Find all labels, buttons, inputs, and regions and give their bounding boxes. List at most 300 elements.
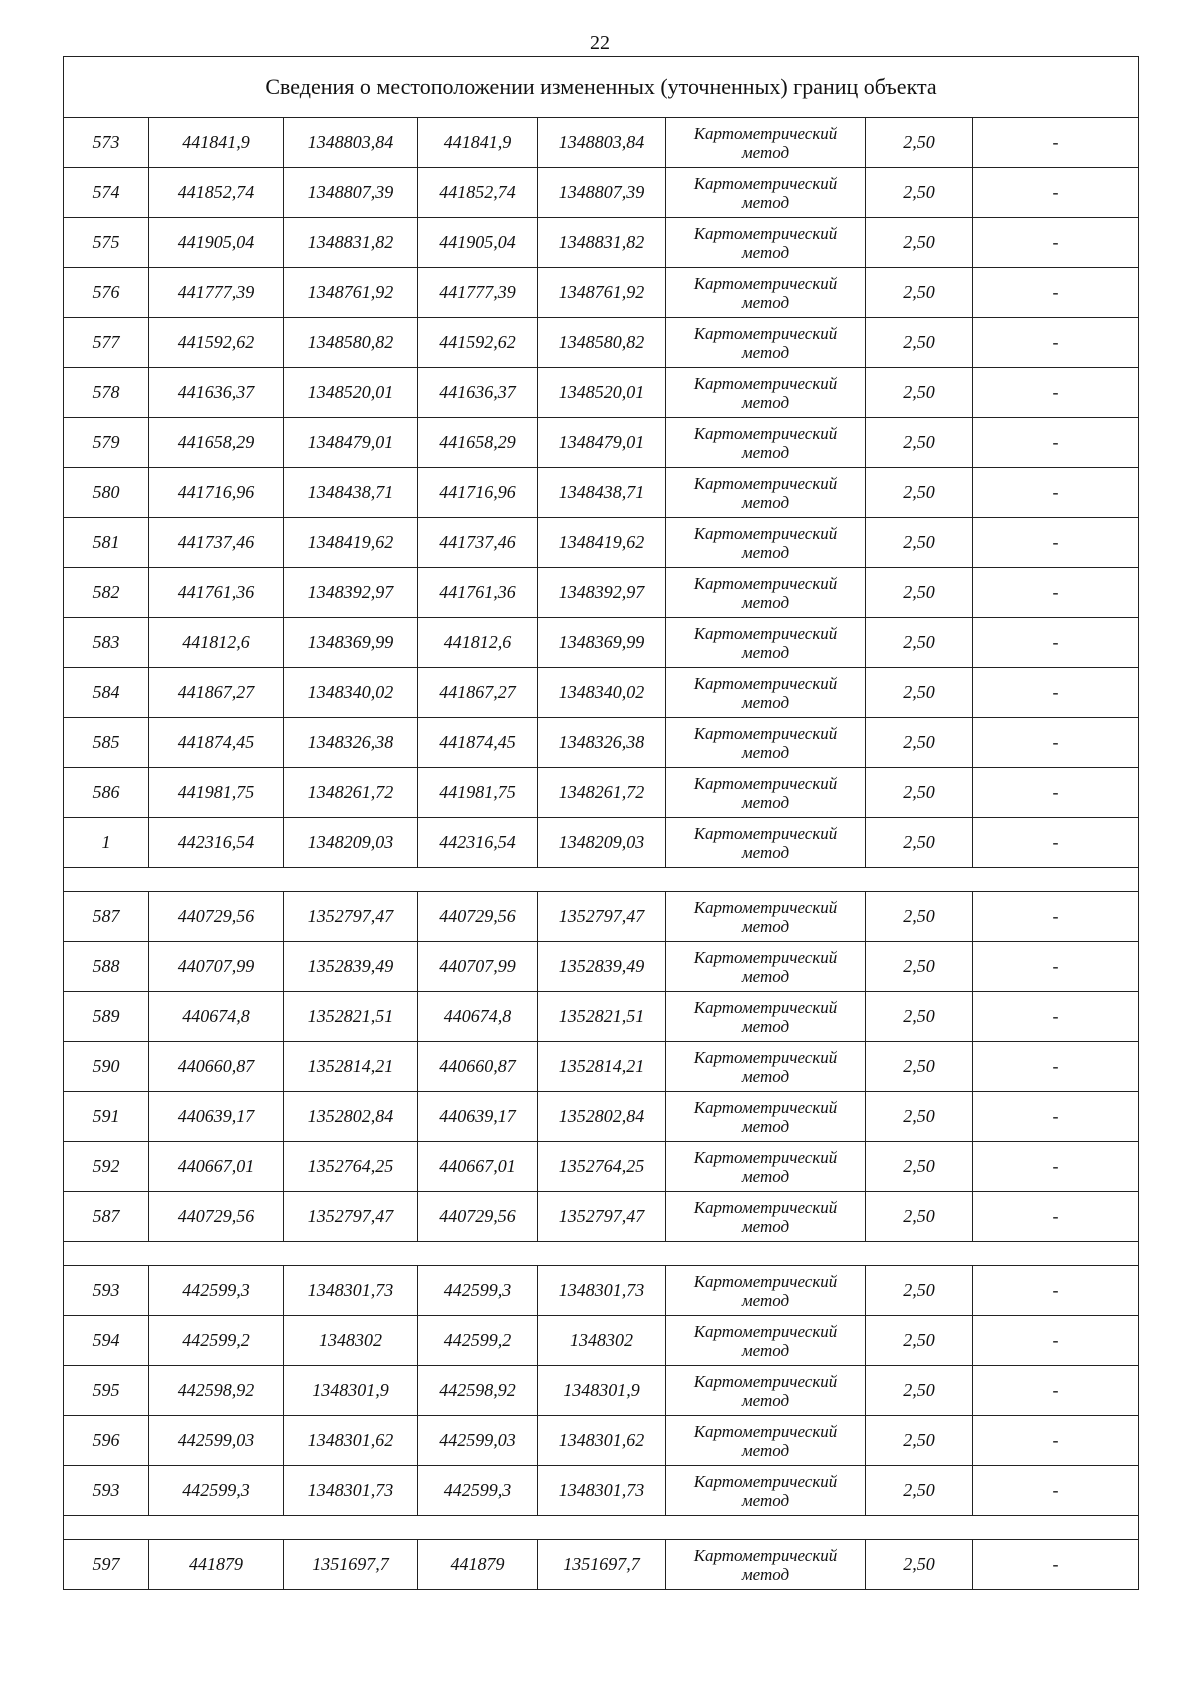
accuracy-cell: 2,50	[866, 1042, 973, 1092]
accuracy-cell: 2,50	[866, 1316, 973, 1366]
point-number-cell: 588	[64, 942, 149, 992]
point-number-cell: 587	[64, 892, 149, 942]
method-line-1: Картометрический	[693, 673, 838, 693]
table-row	[64, 168, 1139, 218]
x-new-cell: 441981,75	[418, 768, 538, 818]
method-line-2: метод	[741, 1490, 790, 1510]
method-line-2: метод	[741, 966, 790, 986]
accuracy-cell: 2,50	[866, 418, 973, 468]
x-existing-cell: 442598,92	[149, 1366, 284, 1416]
x-new-cell: 440639,17	[418, 1092, 538, 1142]
y-new-cell: 1348438,71	[538, 468, 666, 518]
method-cell	[666, 768, 866, 818]
contour-separator-row	[64, 1242, 1139, 1266]
method-cell	[666, 368, 866, 418]
accuracy-cell: 2,50	[866, 1366, 973, 1416]
y-existing-cell: 1351697,7	[284, 1540, 418, 1590]
description-cell: -	[973, 1092, 1139, 1142]
y-existing-cell: 1352814,21	[284, 1042, 418, 1092]
y-new-cell: 1348301,73	[538, 1466, 666, 1516]
y-existing-cell: 1348326,38	[284, 718, 418, 768]
method-line-2: метод	[741, 1440, 790, 1460]
accuracy-cell: 2,50	[866, 668, 973, 718]
x-existing-cell: 441737,46	[149, 518, 284, 568]
y-existing-cell: 1348807,39	[284, 168, 418, 218]
x-existing-cell: 442599,3	[149, 1266, 284, 1316]
method-line-1: Картометрический	[693, 223, 838, 243]
method-line-2: метод	[741, 1116, 790, 1136]
table-body	[64, 57, 1139, 1590]
y-new-cell: 1352797,47	[538, 1192, 666, 1242]
y-new-cell: 1348340,02	[538, 668, 666, 718]
description-cell: -	[973, 618, 1139, 668]
accuracy-cell: 2,50	[866, 818, 973, 868]
x-existing-cell: 441592,62	[149, 318, 284, 368]
accuracy-cell: 2,50	[866, 468, 973, 518]
x-new-cell: 440707,99	[418, 942, 538, 992]
table-row	[64, 818, 1139, 868]
accuracy-cell: 2,50	[866, 1466, 973, 1516]
x-new-cell: 440729,56	[418, 892, 538, 942]
point-number-cell: 592	[64, 1142, 149, 1192]
y-new-cell: 1348301,62	[538, 1416, 666, 1466]
method-line-1: Картометрический	[693, 423, 838, 443]
x-existing-cell: 441874,45	[149, 718, 284, 768]
method-cell	[666, 418, 866, 468]
table-row	[64, 1416, 1139, 1466]
method-cell	[666, 668, 866, 718]
x-existing-cell: 442316,54	[149, 818, 284, 868]
table-row	[64, 718, 1139, 768]
description-cell: -	[973, 1316, 1139, 1366]
method-line-1: Картометрический	[693, 1047, 838, 1067]
method-cell	[666, 1192, 866, 1242]
table-row	[64, 768, 1139, 818]
method-cell	[666, 218, 866, 268]
description-cell: -	[973, 518, 1139, 568]
y-existing-cell: 1352797,47	[284, 1192, 418, 1242]
x-new-cell: 441867,27	[418, 668, 538, 718]
x-existing-cell: 442599,03	[149, 1416, 284, 1466]
description-cell: -	[973, 768, 1139, 818]
method-line-1: Картометрический	[693, 1421, 838, 1441]
accuracy-cell: 2,50	[866, 718, 973, 768]
method-cell	[666, 118, 866, 168]
method-line-1: Картометрический	[693, 947, 838, 967]
description-cell: -	[973, 1042, 1139, 1092]
table-row	[64, 418, 1139, 468]
table-row	[64, 1042, 1139, 1092]
x-existing-cell: 440667,01	[149, 1142, 284, 1192]
accuracy-cell: 2,50	[866, 118, 973, 168]
method-line-1: Картометрический	[693, 1545, 838, 1565]
x-existing-cell: 441716,96	[149, 468, 284, 518]
table-row	[64, 942, 1139, 992]
x-existing-cell: 441867,27	[149, 668, 284, 718]
x-new-cell: 441592,62	[418, 318, 538, 368]
x-existing-cell: 440729,56	[149, 892, 284, 942]
method-line-2: метод	[741, 592, 790, 612]
x-existing-cell: 441658,29	[149, 418, 284, 468]
x-existing-cell: 440707,99	[149, 942, 284, 992]
method-cell	[666, 1366, 866, 1416]
y-existing-cell: 1348419,62	[284, 518, 418, 568]
x-existing-cell: 440674,8	[149, 992, 284, 1042]
point-number-cell: 581	[64, 518, 149, 568]
x-new-cell: 440674,8	[418, 992, 538, 1042]
x-new-cell: 440729,56	[418, 1192, 538, 1242]
y-new-cell: 1348209,03	[538, 818, 666, 868]
y-new-cell: 1348831,82	[538, 218, 666, 268]
method-cell	[666, 568, 866, 618]
point-number-cell: 579	[64, 418, 149, 468]
point-number-cell: 591	[64, 1092, 149, 1142]
method-line-2: метод	[741, 916, 790, 936]
y-existing-cell: 1348340,02	[284, 668, 418, 718]
description-cell: -	[973, 942, 1139, 992]
method-line-2: метод	[741, 192, 790, 212]
point-number-cell: 578	[64, 368, 149, 418]
method-line-2: метод	[741, 742, 790, 762]
method-line-2: метод	[741, 1564, 790, 1584]
y-existing-cell: 1348803,84	[284, 118, 418, 168]
method-cell	[666, 318, 866, 368]
point-number-cell: 587	[64, 1192, 149, 1242]
method-line-1: Картометрический	[693, 173, 838, 193]
point-number-cell: 593	[64, 1266, 149, 1316]
accuracy-cell: 2,50	[866, 518, 973, 568]
method-cell	[666, 1416, 866, 1466]
method-line-1: Картометрический	[693, 773, 838, 793]
x-existing-cell: 441852,74	[149, 168, 284, 218]
x-new-cell: 441636,37	[418, 368, 538, 418]
y-new-cell: 1348302	[538, 1316, 666, 1366]
x-new-cell: 441874,45	[418, 718, 538, 768]
y-existing-cell: 1348261,72	[284, 768, 418, 818]
y-new-cell: 1348261,72	[538, 768, 666, 818]
description-cell: -	[973, 368, 1139, 418]
method-cell	[666, 518, 866, 568]
table-row	[64, 1266, 1139, 1316]
accuracy-cell: 2,50	[866, 268, 973, 318]
table-row	[64, 1540, 1139, 1590]
method-cell	[666, 718, 866, 768]
point-number-cell: 595	[64, 1366, 149, 1416]
table-row	[64, 1366, 1139, 1416]
point-number-cell: 575	[64, 218, 149, 268]
x-new-cell: 441737,46	[418, 518, 538, 568]
table-row	[64, 618, 1139, 668]
accuracy-cell: 2,50	[866, 942, 973, 992]
method-line-2: метод	[741, 642, 790, 662]
method-line-1: Картометрический	[693, 1471, 838, 1491]
table-row	[64, 318, 1139, 368]
method-line-2: метод	[741, 1166, 790, 1186]
description-cell: -	[973, 168, 1139, 218]
method-line-2: метод	[741, 792, 790, 812]
x-new-cell: 441777,39	[418, 268, 538, 318]
description-cell: -	[973, 568, 1139, 618]
accuracy-cell: 2,50	[866, 892, 973, 942]
page-number: 22	[590, 32, 610, 54]
y-existing-cell: 1348301,9	[284, 1366, 418, 1416]
separator-cell	[64, 1516, 1139, 1540]
accuracy-cell: 2,50	[866, 568, 973, 618]
y-existing-cell: 1348392,97	[284, 568, 418, 618]
table-row	[64, 468, 1139, 518]
x-new-cell: 441852,74	[418, 168, 538, 218]
x-new-cell: 441761,36	[418, 568, 538, 618]
method-line-2: метод	[741, 542, 790, 562]
method-cell	[666, 1266, 866, 1316]
table-row	[64, 1192, 1139, 1242]
point-number-cell: 583	[64, 618, 149, 668]
accuracy-cell: 2,50	[866, 1540, 973, 1590]
y-new-cell: 1348419,62	[538, 518, 666, 568]
method-cell	[666, 818, 866, 868]
method-line-2: метод	[741, 1290, 790, 1310]
y-new-cell: 1352802,84	[538, 1092, 666, 1142]
y-existing-cell: 1348301,73	[284, 1266, 418, 1316]
method-line-2: метод	[741, 1390, 790, 1410]
point-number-cell: 584	[64, 668, 149, 718]
point-number-cell: 582	[64, 568, 149, 618]
method-line-1: Картометрический	[693, 623, 838, 643]
method-cell	[666, 468, 866, 518]
method-line-1: Картометрический	[693, 823, 838, 843]
accuracy-cell: 2,50	[866, 1142, 973, 1192]
y-new-cell: 1348479,01	[538, 418, 666, 468]
method-line-2: метод	[741, 392, 790, 412]
table-row	[64, 1142, 1139, 1192]
description-cell: -	[973, 268, 1139, 318]
x-existing-cell: 441981,75	[149, 768, 284, 818]
method-line-2: метод	[741, 242, 790, 262]
description-cell: -	[973, 418, 1139, 468]
method-cell	[666, 942, 866, 992]
y-new-cell: 1352839,49	[538, 942, 666, 992]
method-line-2: метод	[741, 1066, 790, 1086]
accuracy-cell: 2,50	[866, 1192, 973, 1242]
y-new-cell: 1348580,82	[538, 318, 666, 368]
y-existing-cell: 1348761,92	[284, 268, 418, 318]
method-cell	[666, 1316, 866, 1366]
x-existing-cell: 440729,56	[149, 1192, 284, 1242]
table-row	[64, 668, 1139, 718]
description-cell: -	[973, 1466, 1139, 1516]
y-new-cell: 1352814,21	[538, 1042, 666, 1092]
table-row	[64, 518, 1139, 568]
y-existing-cell: 1352821,51	[284, 992, 418, 1042]
method-line-2: метод	[741, 1016, 790, 1036]
y-existing-cell: 1348369,99	[284, 618, 418, 668]
method-line-2: метод	[741, 292, 790, 312]
point-number-cell: 590	[64, 1042, 149, 1092]
contour-separator-row	[64, 1516, 1139, 1540]
method-line-1: Картометрический	[693, 273, 838, 293]
y-existing-cell: 1348831,82	[284, 218, 418, 268]
point-number-cell: 593	[64, 1466, 149, 1516]
table-row	[64, 368, 1139, 418]
y-existing-cell: 1348301,73	[284, 1466, 418, 1516]
y-existing-cell: 1348438,71	[284, 468, 418, 518]
y-existing-cell: 1348209,03	[284, 818, 418, 868]
x-existing-cell: 441841,9	[149, 118, 284, 168]
accuracy-cell: 2,50	[866, 618, 973, 668]
x-new-cell: 441879	[418, 1540, 538, 1590]
point-number-cell: 573	[64, 118, 149, 168]
table-row	[64, 1092, 1139, 1142]
table-title: Сведения о местоположении измененных (уточненных) границ объекта	[64, 57, 1139, 118]
method-line-1: Картометрический	[693, 1097, 838, 1117]
x-new-cell: 440660,87	[418, 1042, 538, 1092]
table-row	[64, 1466, 1139, 1516]
method-line-1: Картометрический	[693, 1271, 838, 1291]
method-cell	[666, 1466, 866, 1516]
y-new-cell: 1348803,84	[538, 118, 666, 168]
description-cell: -	[973, 1266, 1139, 1316]
method-cell	[666, 1042, 866, 1092]
y-existing-cell: 1352797,47	[284, 892, 418, 942]
y-new-cell: 1348807,39	[538, 168, 666, 218]
y-existing-cell: 1352802,84	[284, 1092, 418, 1142]
y-new-cell: 1352821,51	[538, 992, 666, 1042]
separator-cell	[64, 1242, 1139, 1266]
point-number-cell: 594	[64, 1316, 149, 1366]
point-number-cell: 574	[64, 168, 149, 218]
method-line-2: метод	[741, 492, 790, 512]
point-number-cell: 1	[64, 818, 149, 868]
x-existing-cell: 441636,37	[149, 368, 284, 418]
method-line-1: Картометрический	[693, 473, 838, 493]
table-title-row	[64, 57, 1139, 118]
description-cell: -	[973, 318, 1139, 368]
x-new-cell: 442316,54	[418, 818, 538, 868]
method-line-1: Картометрический	[693, 997, 838, 1017]
accuracy-cell: 2,50	[866, 1416, 973, 1466]
method-line-1: Картометрический	[693, 373, 838, 393]
method-line-1: Картометрический	[693, 1371, 838, 1391]
table-row	[64, 892, 1139, 942]
point-number-cell: 596	[64, 1416, 149, 1466]
description-cell: -	[973, 718, 1139, 768]
method-line-2: метод	[741, 442, 790, 462]
table-row	[64, 992, 1139, 1042]
accuracy-cell: 2,50	[866, 992, 973, 1042]
method-cell	[666, 992, 866, 1042]
x-new-cell: 442599,3	[418, 1466, 538, 1516]
description-cell: -	[973, 818, 1139, 868]
method-line-1: Картометрический	[693, 1197, 838, 1217]
x-new-cell: 442599,2	[418, 1316, 538, 1366]
x-existing-cell: 441905,04	[149, 218, 284, 268]
point-number-cell: 577	[64, 318, 149, 368]
method-line-2: метод	[741, 342, 790, 362]
point-number-cell: 597	[64, 1540, 149, 1590]
x-existing-cell: 440660,87	[149, 1042, 284, 1092]
method-line-2: метод	[741, 692, 790, 712]
method-line-1: Картометрический	[693, 723, 838, 743]
table-row	[64, 268, 1139, 318]
y-existing-cell: 1352839,49	[284, 942, 418, 992]
y-existing-cell: 1352764,25	[284, 1142, 418, 1192]
x-existing-cell: 441879	[149, 1540, 284, 1590]
description-cell: -	[973, 668, 1139, 718]
method-line-1: Картометрический	[693, 573, 838, 593]
y-new-cell: 1348520,01	[538, 368, 666, 418]
table-row	[64, 1316, 1139, 1366]
accuracy-cell: 2,50	[866, 1266, 973, 1316]
y-new-cell: 1348326,38	[538, 718, 666, 768]
accuracy-cell: 2,50	[866, 218, 973, 268]
method-line-1: Картометрический	[693, 1321, 838, 1341]
table-row	[64, 118, 1139, 168]
x-existing-cell: 441777,39	[149, 268, 284, 318]
x-existing-cell: 442599,3	[149, 1466, 284, 1516]
x-new-cell: 442599,03	[418, 1416, 538, 1466]
accuracy-cell: 2,50	[866, 168, 973, 218]
y-new-cell: 1352764,25	[538, 1142, 666, 1192]
y-new-cell: 1352797,47	[538, 892, 666, 942]
accuracy-cell: 2,50	[866, 1092, 973, 1142]
y-new-cell: 1348392,97	[538, 568, 666, 618]
separator-cell	[64, 868, 1139, 892]
accuracy-cell: 2,50	[866, 768, 973, 818]
method-cell	[666, 1540, 866, 1590]
description-cell: -	[973, 1366, 1139, 1416]
y-new-cell: 1351697,7	[538, 1540, 666, 1590]
y-existing-cell: 1348580,82	[284, 318, 418, 368]
method-line-2: метод	[741, 1340, 790, 1360]
method-line-2: метод	[741, 142, 790, 162]
description-cell: -	[973, 892, 1139, 942]
method-cell	[666, 892, 866, 942]
point-number-cell: 586	[64, 768, 149, 818]
y-new-cell: 1348301,9	[538, 1366, 666, 1416]
method-cell	[666, 1092, 866, 1142]
description-cell: -	[973, 992, 1139, 1042]
method-line-1: Картометрический	[693, 523, 838, 543]
description-cell: -	[973, 218, 1139, 268]
x-existing-cell: 441812,6	[149, 618, 284, 668]
x-new-cell: 442599,3	[418, 1266, 538, 1316]
x-existing-cell: 440639,17	[149, 1092, 284, 1142]
x-new-cell: 442598,92	[418, 1366, 538, 1416]
y-existing-cell: 1348520,01	[284, 368, 418, 418]
table-row	[64, 568, 1139, 618]
method-line-1: Картометрический	[693, 123, 838, 143]
description-cell: -	[973, 1142, 1139, 1192]
method-cell	[666, 268, 866, 318]
description-cell: -	[973, 1192, 1139, 1242]
method-cell	[666, 618, 866, 668]
point-number-cell: 580	[64, 468, 149, 518]
y-new-cell: 1348369,99	[538, 618, 666, 668]
point-number-cell: 589	[64, 992, 149, 1042]
y-existing-cell: 1348301,62	[284, 1416, 418, 1466]
x-new-cell: 441812,6	[418, 618, 538, 668]
method-line-1: Картометрический	[693, 323, 838, 343]
x-new-cell: 441905,04	[418, 218, 538, 268]
point-number-cell: 576	[64, 268, 149, 318]
method-line-1: Картометрический	[693, 897, 838, 917]
y-existing-cell: 1348302	[284, 1316, 418, 1366]
accuracy-cell: 2,50	[866, 318, 973, 368]
description-cell: -	[973, 468, 1139, 518]
y-existing-cell: 1348479,01	[284, 418, 418, 468]
accuracy-cell: 2,50	[866, 368, 973, 418]
x-new-cell: 441841,9	[418, 118, 538, 168]
